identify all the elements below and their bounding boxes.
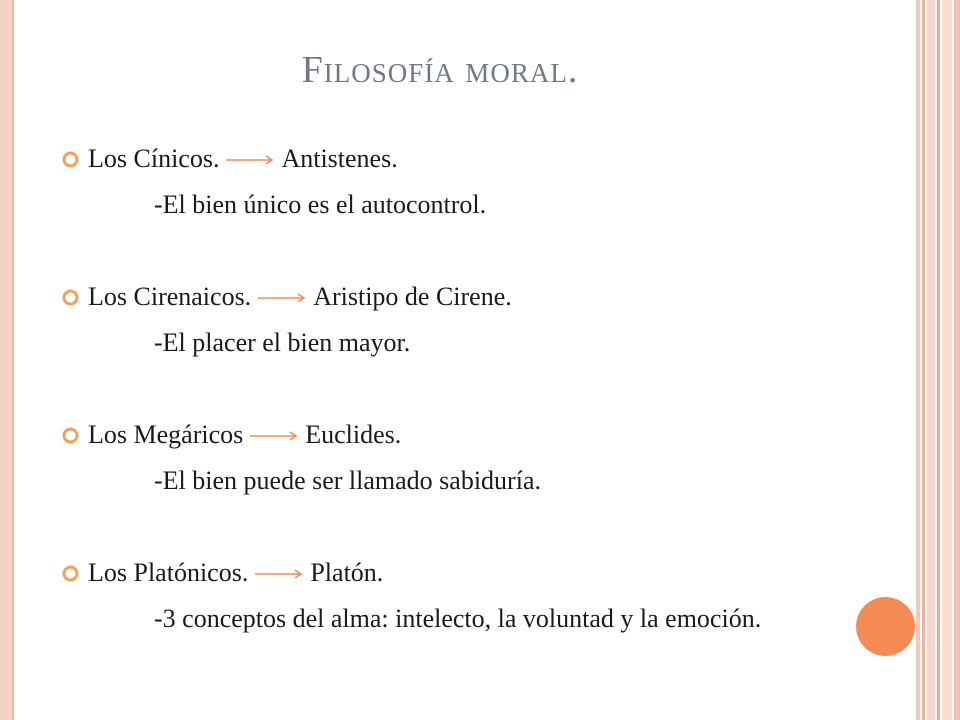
slide-content [62,136,828,635]
item-description: -3 conceptos del alma: intelecto, la voluntad y la emoción. [154,604,762,633]
group-name: Los Platónicos. [88,558,249,587]
figure-name: Platón. [310,558,384,587]
right-arrow-icon [254,568,304,578]
figure-name: Euclides. [305,420,402,449]
list-item [62,274,828,366]
figure-name: Aristipo de Cirene. [313,282,512,311]
figure-name: Antistenes. [281,144,398,173]
slide-title: Filosofía moral. [301,49,579,91]
list-item [62,412,828,504]
group-name: Los Megáricos [88,420,244,449]
item-heading [62,550,828,596]
item-heading [62,412,828,458]
item-description: -El bien único es el autocontrol. [154,190,487,219]
hollow-circle-bullet-icon [62,426,79,445]
accent-circle [856,597,915,656]
group-name: Los Cirenaicos. [88,282,252,311]
right-arrow-icon [225,154,275,164]
right-arrow-icon [249,430,299,440]
list-item [62,136,828,228]
list-item [62,550,828,635]
left-border-line [12,0,14,720]
group-name: Los Cínicos. [88,144,220,173]
right-border-stripes [916,0,960,720]
hollow-circle-bullet-icon [62,150,79,169]
item-description: -El bien puede ser llamado sabiduría. [154,466,541,495]
item-heading [62,274,828,320]
hollow-circle-bullet-icon [62,564,79,583]
item-heading [62,136,828,182]
left-border [0,0,12,720]
right-arrow-icon [257,292,307,302]
item-description: -El placer el bien mayor. [154,328,411,357]
hollow-circle-bullet-icon [62,288,79,307]
